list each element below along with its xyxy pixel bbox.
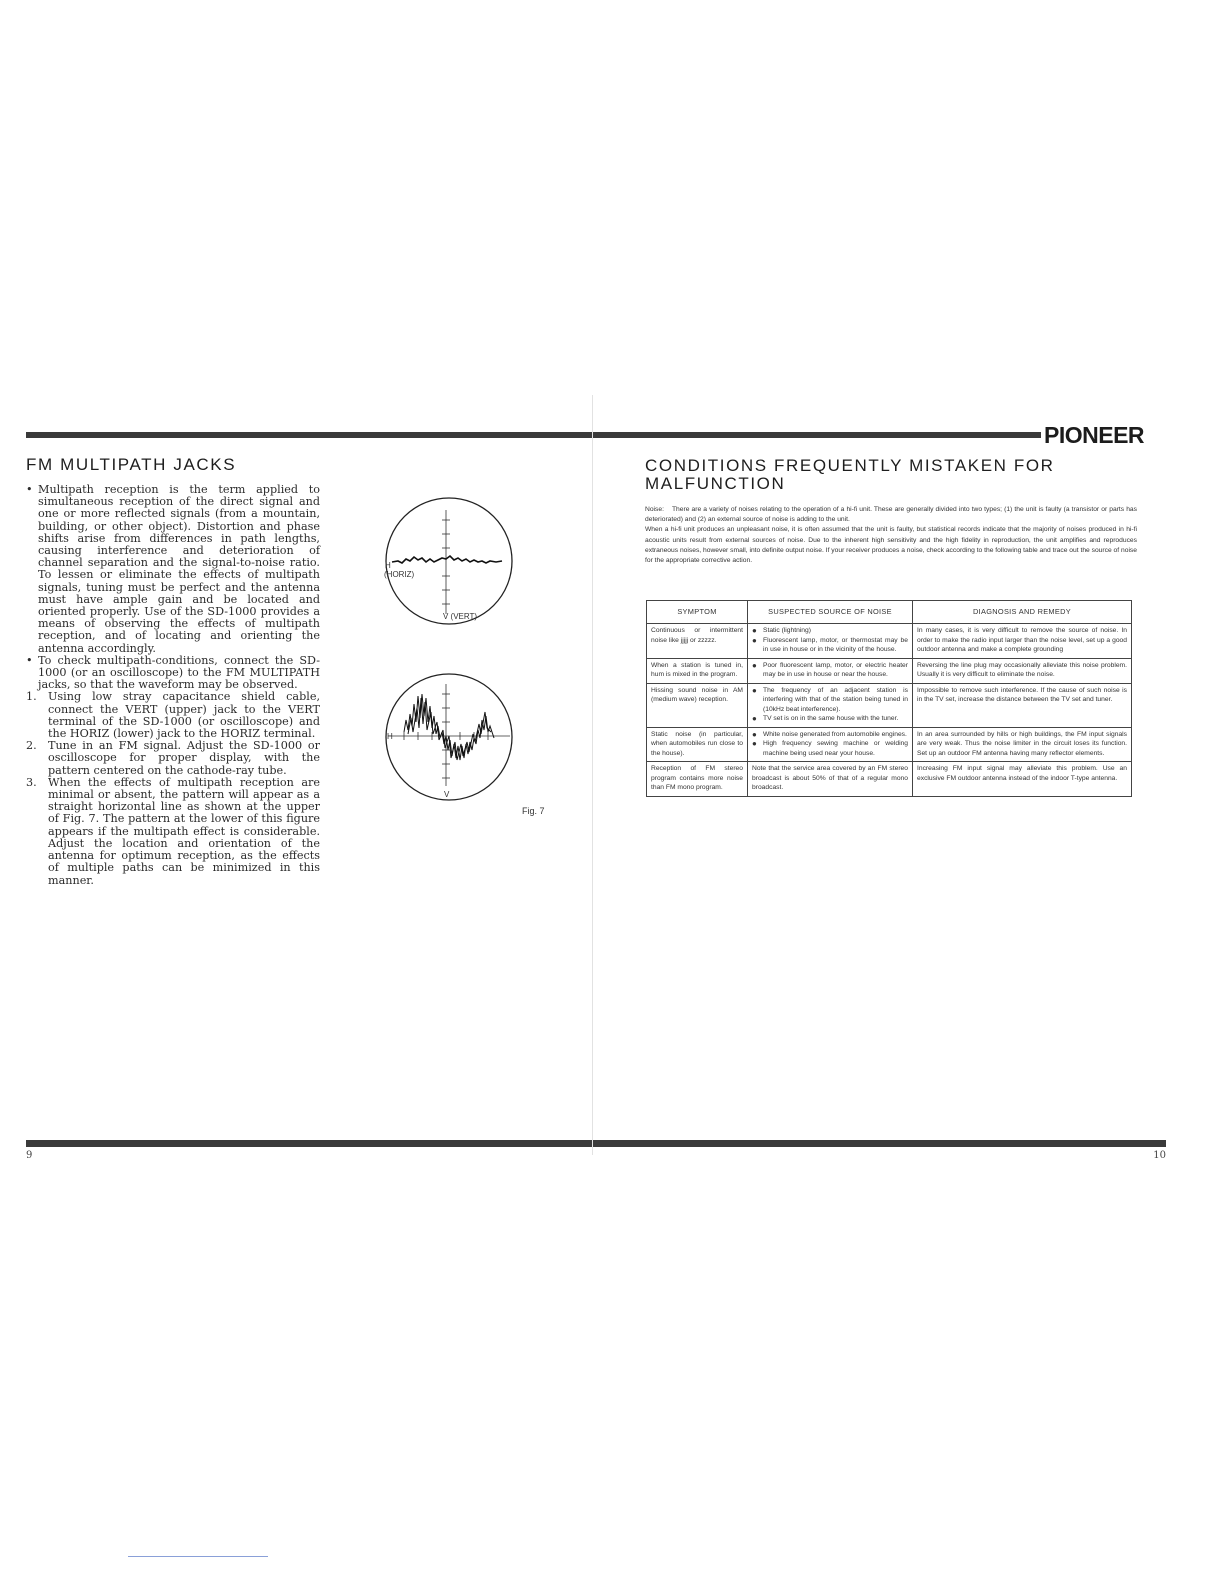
symptom-cell: When a station is tuned in, hum is mixed in the program.	[647, 658, 748, 683]
table-row	[647, 658, 1132, 683]
bullet-item: • Multipath reception is the term applied to simultaneous reception of the direct signal and one or more reflected signals (from a mountain, building, or other object). Distortion and phase shifts arise from differences in path lengths, causing interference and deterioration of channel separation and the signal-to-noise ratio. To lessen or eliminate the effects of multipath signals, tuning must be perfect and the antenna must have ample gain and be located and oriented properly. Use of the SD-1000 provides a means of observing the effects of multipath reception, and of locating and orienting the antenna accordingly.	[26, 483, 320, 655]
table-row	[647, 624, 1132, 659]
scope-lower-v-label: V	[444, 790, 450, 799]
scope-upper-h-label: H	[385, 561, 391, 570]
source-cell: ● The frequency of an adjacent station is interfering with that of the station being tuned in (10kHz beat interference). ● TV set is on in the same house with the tuner.	[748, 683, 913, 727]
step-item: 1. Using low stray capacitance shield cable, connect the VERT (upper) jack to the VERT terminal of the SD-1000 (or oscilloscope) and the HORIZ (lower) jack to the HORIZ terminal.	[26, 690, 320, 741]
page-number-left: 9	[26, 1150, 33, 1161]
table-row	[647, 762, 1132, 797]
symptom-cell: Static noise (in particular, when automobiles run close to the house).	[647, 727, 748, 762]
bullet-item: • To check multipath-conditions, connect the SD-1000 (or an oscilloscope) to the FM MULTIPATH jacks, so that the waveform may be observed.	[26, 653, 320, 692]
remedy-cell: Increasing FM input signal may alleviate this problem. Use an exclusive FM outdoor antenna instead of the indoor T-type antenna.	[913, 762, 1132, 797]
symptom-cell: Reception of FM stereo program contains more noise than FM mono program.	[647, 762, 748, 797]
symptom-cell: Hissing sound noise in AM (medium wave) reception.	[647, 683, 748, 727]
multipath-instructions	[26, 484, 320, 887]
noise-intro	[645, 505, 1137, 566]
step-item: 2. Tune in an FM signal. Adjust the SD-1000 or oscilloscope for proper display, with the pattern centered on the cathode-ray tube.	[26, 739, 320, 777]
remedy-cell: In an area surrounded by hills or high buildings, the FM input signals are very weak. Thus the noise limiter in the circuit loses its function. Set up an outdoor FM antenna having many reflector elements.	[913, 727, 1132, 762]
header-source: SUSPECTED SOURCE OF NOISE	[748, 601, 913, 624]
step-item: 3. When the effects of multipath reception are minimal or absent, the pattern will appear as a straight horizontal line as shown at the upper of Fig. 7. The pattern at the lower of this figure appears if the multipath effect is considerable. Adjust the location and orientation of the antenna for optimum reception, as the effects of multiple paths can be minimized in this manner.	[26, 775, 320, 887]
header-remedy: DIAGNOSIS AND REMEDY	[913, 601, 1132, 624]
page-gutter	[592, 395, 593, 1155]
bottom-rule	[26, 1140, 1166, 1147]
top-rule	[26, 432, 1041, 438]
source-cell: ● White noise generated from automobile engines. ● High frequency sewing machine or welding machine being used near your house.	[748, 727, 913, 762]
source-cell: Note that the service area covered by an FM stereo broadcast is about 50% of that of a regular mono broadcast.	[748, 762, 913, 797]
figure-caption: Fig. 7	[522, 806, 545, 816]
remedy-cell: Impossible to remove such interference. If the cause of such noise is in the TV set, increase the distance between the TV set and tuner.	[913, 683, 1132, 727]
noise-paragraph-2: When a hi-fi unit produces an unpleasant noise, it is often assumed that the unit is faulty, but statistical records indicate that the majority of noises produced in hi-fi acoustic units result from external sources of noise. Due to the inherent high sensitivity and the high fidelity in reproduction, the unit amplifies and reproduces extraneous noises, however small, into definite output noise. If your receiver produces a noise, check according to the following table and trace out the source of noise for the appropriate corrective action.	[645, 526, 1137, 565]
source-cell: ● Static (lightning) ● Fluorescent lamp, motor, or thermostat may be in use in house or in the vicinity of the house.	[748, 624, 913, 659]
table-row	[647, 683, 1132, 727]
symptom-cell: Continuous or intermittent noise like jjjjj or zzzzz.	[647, 624, 748, 659]
remedy-cell: Reversing the line plug may occasionally alleviate this noise problem. Usually it is very difficult to eliminate the noise.	[913, 658, 1132, 683]
remedy-cell: In many cases, it is very difficult to remove the source of noise. In order to make the radio input larger than the noise level, set up a good outdoor antenna and make a complete grounding	[913, 624, 1132, 659]
table-header-row	[647, 601, 1132, 624]
page-number-right: 10	[1153, 1150, 1166, 1161]
header-symptom: SYMPTOM	[647, 601, 748, 624]
noise-troubleshooting-table	[646, 600, 1132, 797]
scope-upper-horiz-label: (HORIZ)	[384, 570, 415, 579]
source-cell: ● Poor fluorescent lamp, motor, or electric heater may be in use in house or near the house.	[748, 658, 913, 683]
scan-artifact-line	[128, 1556, 268, 1557]
brand-logo: PIONEER	[1044, 422, 1145, 448]
noise-paragraph-1: Noise: There are a variety of noises relating to the operation of a hi-fi unit. These are generally divided into two types; (1) the unit is faulty (a transistor or parts has deteriorated) and (2) an external source of noise is adding to the unit.	[645, 506, 1137, 524]
table-row	[647, 727, 1132, 762]
scope-lower-waveform	[384, 672, 514, 802]
scope-lower-h-label: H	[387, 732, 393, 741]
right-page-title: CONDITIONS FREQUENTLY MISTAKEN FOR MALFUNCTION	[645, 456, 1055, 493]
scope-upper-waveform	[384, 496, 514, 626]
scope-upper-v-label: V (VERT)	[443, 612, 478, 621]
left-page-title: FM MULTIPATH JACKS	[26, 455, 237, 474]
